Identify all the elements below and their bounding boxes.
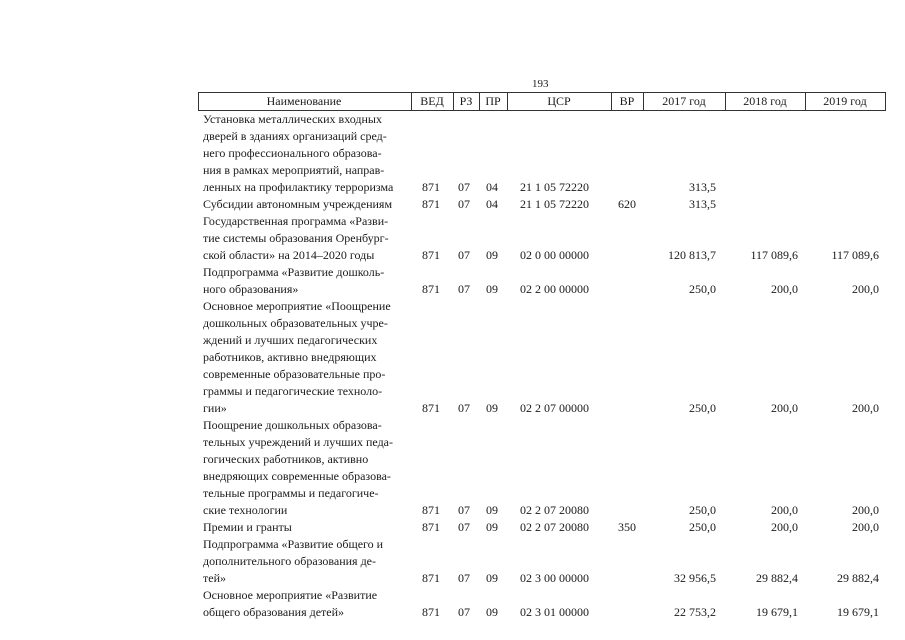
header-2017: 2017 год [662,94,706,108]
cell-rz: 07 [458,401,470,415]
table-row [198,536,886,587]
cell-y2019: 117 089,6 [831,248,879,262]
cell-rz: 07 [458,605,470,619]
table-row [198,519,886,536]
cell-y2017: 313,5 [689,180,716,194]
cell-pr: 09 [486,401,498,415]
cell-y2018: 29 882,4 [756,571,798,585]
cell-csr: 02 2 07 20080 [520,503,589,517]
table-body [198,111,886,621]
cell-pr: 04 [486,197,498,211]
cell-y2019: 200,0 [852,520,879,534]
table-header [198,92,886,111]
cell-ved: 871 [422,248,440,262]
cell-pr: 09 [486,248,498,262]
table-row [198,587,886,621]
cell-y2019: 29 882,4 [837,571,879,585]
row-name: Субсидии автономным учреждениям [203,197,393,211]
table-row [198,298,886,417]
header-csr: ЦСР [547,94,571,108]
cell-ved: 871 [422,282,440,296]
cell-csr: 02 3 00 00000 [520,571,589,585]
cell-pr: 09 [486,571,498,585]
cell-pr: 09 [486,282,498,296]
header-name: Наименование [266,94,342,108]
table-row [198,213,886,264]
row-name: Премии и гранты [203,520,292,534]
header-vr: ВР [619,94,635,108]
cell-pr: 09 [486,503,498,517]
table-row [198,264,886,298]
cell-y2017: 250,0 [689,401,716,415]
cell-csr: 21 1 05 72220 [520,180,589,194]
cell-vr: 350 [618,520,636,534]
cell-y2018: 200,0 [771,401,798,415]
table-row [198,417,886,519]
cell-y2018: 200,0 [771,520,798,534]
row-name: Установка металлических входных дверей в зданиях организаций сред- него профессионального образова- ния в рамках мероприятий, направ- ленных на профилактику терроризма [203,112,394,194]
row-name: Основное мероприятие «Поощрение дошкольных образовательных учре- ждений и лучших педагогических работников, активно внедряющих современные образовательные про- граммы и педагогические техноло- гии» [203,299,391,415]
cell-csr: 21 1 05 72220 [520,197,589,211]
cell-ved: 871 [422,503,440,517]
row-name: Подпрограмма «Развитие общего и дополнительного образования де- тей» [203,537,384,585]
cell-ved: 871 [422,180,440,194]
cell-ved: 871 [422,520,440,534]
cell-pr: 09 [486,520,498,534]
cell-csr: 02 3 01 00000 [520,605,589,619]
page-number: 193 [532,78,549,90]
table-row [198,196,886,213]
cell-y2017: 250,0 [689,282,716,296]
cell-rz: 07 [458,180,470,194]
cell-y2017: 22 753,2 [674,605,716,619]
cell-rz: 07 [458,503,470,517]
cell-csr: 02 2 07 20080 [520,520,589,534]
cell-rz: 07 [458,571,470,585]
cell-rz: 07 [458,248,470,262]
cell-y2019: 200,0 [852,503,879,517]
cell-y2017: 250,0 [689,520,716,534]
row-name: Поощрение дошкольных образова- тельных учреждений и лучших педа- гогических работников, активно внедряющих современные образова- тельные программы и педагогиче- ские технологии [203,418,393,517]
row-name: Подпрограмма «Развитие дошколь- ного образования» [203,265,385,296]
cell-pr: 09 [486,605,498,619]
cell-y2017: 250,0 [689,503,716,517]
cell-ved: 871 [422,605,440,619]
header-rz: РЗ [459,94,473,108]
header-2019: 2019 год [823,94,867,108]
budget-table [198,92,886,621]
cell-y2018: 200,0 [771,282,798,296]
cell-vr: 620 [618,197,636,211]
cell-y2018: 200,0 [771,503,798,517]
header-ved: ВЕД [420,94,444,108]
header-pr: ПР [485,94,501,108]
cell-csr: 02 2 07 00000 [520,401,589,415]
cell-rz: 07 [458,282,470,296]
cell-csr: 02 2 00 00000 [520,282,589,296]
row-name: Основное мероприятие «Развитие общего образования детей» [203,588,378,619]
cell-y2017: 120 813,7 [668,248,716,262]
cell-y2017: 313,5 [689,197,716,211]
cell-y2019: 200,0 [852,401,879,415]
cell-ved: 871 [422,571,440,585]
cell-y2017: 32 956,5 [674,571,716,585]
cell-rz: 07 [458,197,470,211]
cell-pr: 04 [486,180,498,194]
cell-csr: 02 0 00 00000 [520,248,589,262]
cell-rz: 07 [458,520,470,534]
cell-y2019: 200,0 [852,282,879,296]
row-name: Государственная программа «Разви- тие системы образования Оренбург- ской области» на 2014–2020 годы [203,214,389,262]
header-2018: 2018 год [743,94,787,108]
cell-ved: 871 [422,197,440,211]
cell-y2018: 117 089,6 [750,248,798,262]
cell-y2019: 19 679,1 [837,605,879,619]
cell-ved: 871 [422,401,440,415]
table-row [198,111,886,196]
cell-y2018: 19 679,1 [756,605,798,619]
